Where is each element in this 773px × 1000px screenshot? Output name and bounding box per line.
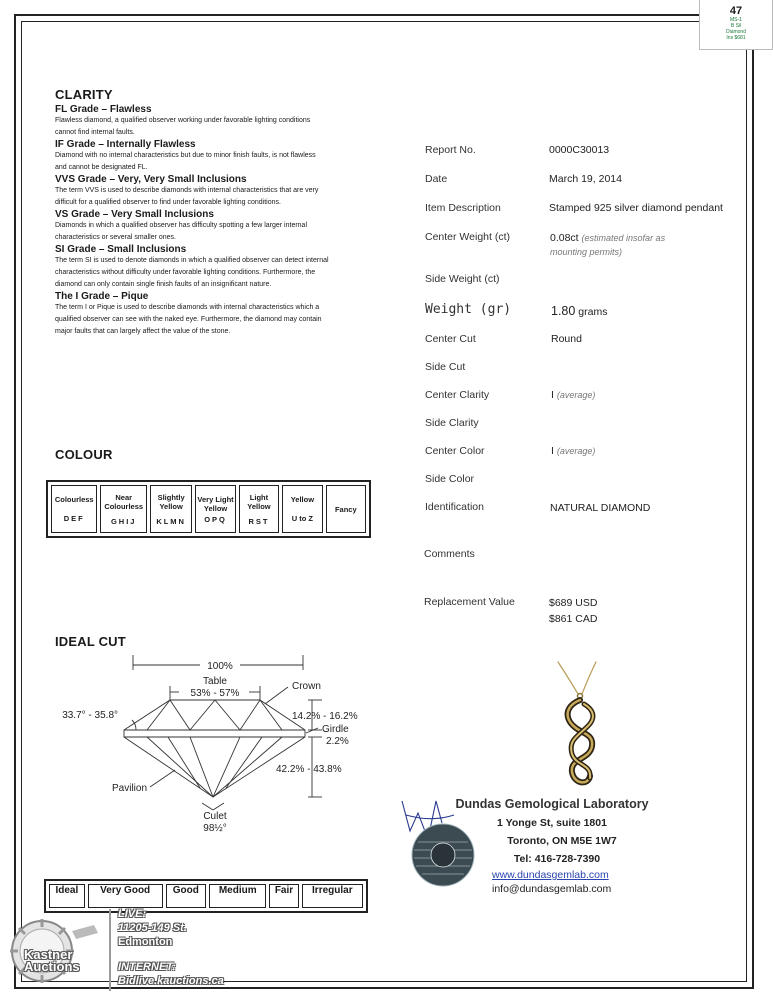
- cut-grade-cell: Medium: [209, 884, 266, 908]
- field-label: Side Color: [425, 473, 475, 485]
- sticker-line: Diamond: [725, 29, 746, 35]
- grade-heading: IF Grade – Internally Flawless: [55, 139, 196, 150]
- field-label: Side Clarity: [425, 417, 479, 429]
- field-label: Date: [425, 173, 448, 185]
- lab-address-line1: 1 Yonge St, suite 1801: [497, 817, 607, 829]
- kastner-auctions-logo: [6, 917, 102, 989]
- field-label: Report No.: [425, 144, 476, 156]
- sticker-line: B Sil: [730, 23, 742, 29]
- sticker-line: Ins $681: [726, 35, 746, 41]
- clarity-grades: [55, 104, 385, 338]
- colour-cell: Slightly Yellow KLMN: [150, 485, 192, 533]
- crown-height-label: 14.2% - 16.2%: [292, 711, 358, 722]
- field-label: Replacement Value: [424, 596, 515, 608]
- field-value-group: [551, 304, 607, 318]
- grade-text: qualified observer can see with the naked eye. Furthermore, the diamond may contain: [55, 316, 322, 323]
- cut-grade-table: [44, 879, 368, 913]
- colour-cell: Yellow U to Z: [282, 485, 322, 533]
- grade-heading: VS Grade – Very Small Inclusions: [55, 209, 214, 220]
- table-range-label: 53% - 57%: [190, 688, 240, 699]
- lab-address-line2: Toronto, ON M5E 1W7: [507, 835, 617, 847]
- colour-cell: Near Colourless GHIJ: [100, 485, 146, 533]
- grade-text: and cannot be designated FL.: [55, 164, 148, 171]
- girdle-value-label: 2.2%: [326, 736, 349, 747]
- grade-heading: The I Grade – Pique: [55, 291, 149, 302]
- field-value: Round: [551, 333, 582, 345]
- field-unit: grams: [578, 306, 608, 318]
- watermark-live-label: LIVE:: [118, 908, 147, 920]
- lab-email[interactable]: info@dundasgemlab.com: [492, 883, 612, 895]
- field-note: (average): [556, 390, 596, 400]
- colour-title: COLOUR: [55, 447, 113, 462]
- field-value-group: [551, 389, 595, 401]
- watermark-site: Bidlive.kauctions.ca: [118, 975, 224, 987]
- lot-sticker: [699, 0, 773, 50]
- total-width-label: 100%: [207, 661, 233, 672]
- field-value: $861 CAD: [549, 613, 598, 625]
- crown-label: Crown: [292, 681, 321, 692]
- grade-heading: VVS Grade – Very, Very Small Inclusions: [55, 174, 247, 185]
- field-label: Side Cut: [425, 361, 466, 373]
- colour-scale-table: [46, 480, 371, 538]
- cut-grade-cell: Good: [166, 884, 206, 908]
- field-value: 1.80: [551, 304, 576, 318]
- table-label: Table: [203, 676, 227, 687]
- pendant-photo: [540, 660, 615, 795]
- ideal-cut-title: IDEAL CUT: [55, 634, 126, 649]
- field-label: Identification: [425, 501, 484, 513]
- field-note: (average): [556, 446, 596, 456]
- lab-website-link[interactable]: www.dundasgemlab.com: [492, 869, 609, 881]
- colour-cell: Colourless DEF: [51, 485, 97, 533]
- field-value-group: [550, 231, 690, 259]
- grade-text: difficult for a qualified observer to find under favorable lighting conditions.: [55, 199, 281, 206]
- field-note: (estimated insofar as mounting permits): [550, 233, 666, 257]
- field-value: 0.08ct: [550, 232, 579, 244]
- field-value: March 19, 2014: [549, 173, 622, 185]
- grade-text: The term SI is used to denote diamonds in which a qualified observer can detect internal: [55, 257, 329, 264]
- sticker-line: MS-1: [730, 17, 742, 23]
- ideal-cut-diagram: [50, 650, 380, 840]
- grade-text: characteristics or several smaller ones.: [55, 234, 176, 241]
- clarity-title: CLARITY: [55, 87, 113, 102]
- girdle-label: Girdle: [322, 724, 349, 735]
- watermark-divider: [109, 909, 111, 991]
- colour-cell: Light Yellow RST: [239, 485, 279, 533]
- pavilion-label: Pavilion: [112, 783, 148, 794]
- colour-cell: Very Light Yellow OPQ: [195, 485, 235, 533]
- grade-text: cannot find internal faults.: [55, 129, 135, 136]
- grade-text: Diamonds in which a qualified observer has difficulty spotting a few larger internal: [55, 222, 308, 229]
- pavilion-depth-label: 42.2% - 43.8%: [276, 764, 342, 775]
- field-value: Stamped 925 silver diamond pendant: [549, 202, 723, 214]
- grade-heading: FL Grade – Flawless: [55, 104, 152, 115]
- watermark-brand: Kastner Auctions: [24, 947, 80, 974]
- grade-text: The term VVS is used to describe diamonds with internal characteristics that are very: [55, 187, 319, 194]
- grade-text: diamond can only contain single finish faults of an insignificant nature.: [55, 281, 272, 288]
- cut-grade-cell: Very Good: [88, 884, 163, 908]
- culet-label: Culet: [203, 811, 227, 822]
- cut-grade-cell: Ideal: [49, 884, 85, 908]
- field-value: I: [551, 389, 554, 401]
- cut-grade-cell: Irregular: [302, 884, 363, 908]
- field-value: 0000C30013: [549, 144, 610, 156]
- field-label: Item Description: [425, 202, 501, 214]
- field-label: Center Color: [425, 445, 485, 457]
- cut-grade-cell: Fair: [269, 884, 298, 908]
- field-label: Weight (gr): [425, 302, 512, 317]
- field-value: I: [551, 445, 554, 457]
- field-label: Center Cut: [425, 333, 476, 345]
- watermark-internet-label: INTERNET:: [118, 961, 176, 973]
- lab-name: Dundas Gemological Laboratory: [455, 797, 649, 811]
- grade-text: major faults that can largely affect the value of the stone.: [55, 328, 231, 335]
- field-label: Center Clarity: [425, 389, 490, 401]
- colour-cell: Fancy: [326, 485, 366, 533]
- field-label: Center Weight (ct): [425, 231, 510, 243]
- field-value-group: [551, 445, 595, 457]
- grade-text: characteristics without difficulty under favorable lighting conditions. Furthermore, the: [55, 269, 316, 276]
- lot-number: 47: [729, 5, 743, 17]
- watermark-address: 11205-149 St.: [118, 922, 187, 934]
- field-value: $689 USD: [549, 597, 598, 609]
- grade-heading: SI Grade – Small Inclusions: [55, 244, 187, 255]
- grade-text: The term I or Pique is used to describe diamonds with internal characteristics which a: [55, 304, 320, 311]
- lab-phone: Tel: 416-728-7390: [513, 853, 601, 865]
- field-label: Side Weight (ct): [425, 273, 500, 285]
- field-value: NATURAL DIAMOND: [550, 502, 651, 514]
- grade-text: Flawless diamond, a qualified observer working under favorable lighting conditions: [55, 117, 311, 124]
- culet-value-label: 98½°: [203, 823, 227, 834]
- watermark-city: Edmonton: [118, 936, 173, 948]
- grade-text: Diamond with no internal characteristics but due to minor finish faults, is not flawless: [55, 152, 316, 159]
- field-label: Comments: [424, 548, 475, 560]
- crown-angle-label: 33.7° - 35.8°: [62, 710, 118, 721]
- lab-info: [452, 797, 652, 895]
